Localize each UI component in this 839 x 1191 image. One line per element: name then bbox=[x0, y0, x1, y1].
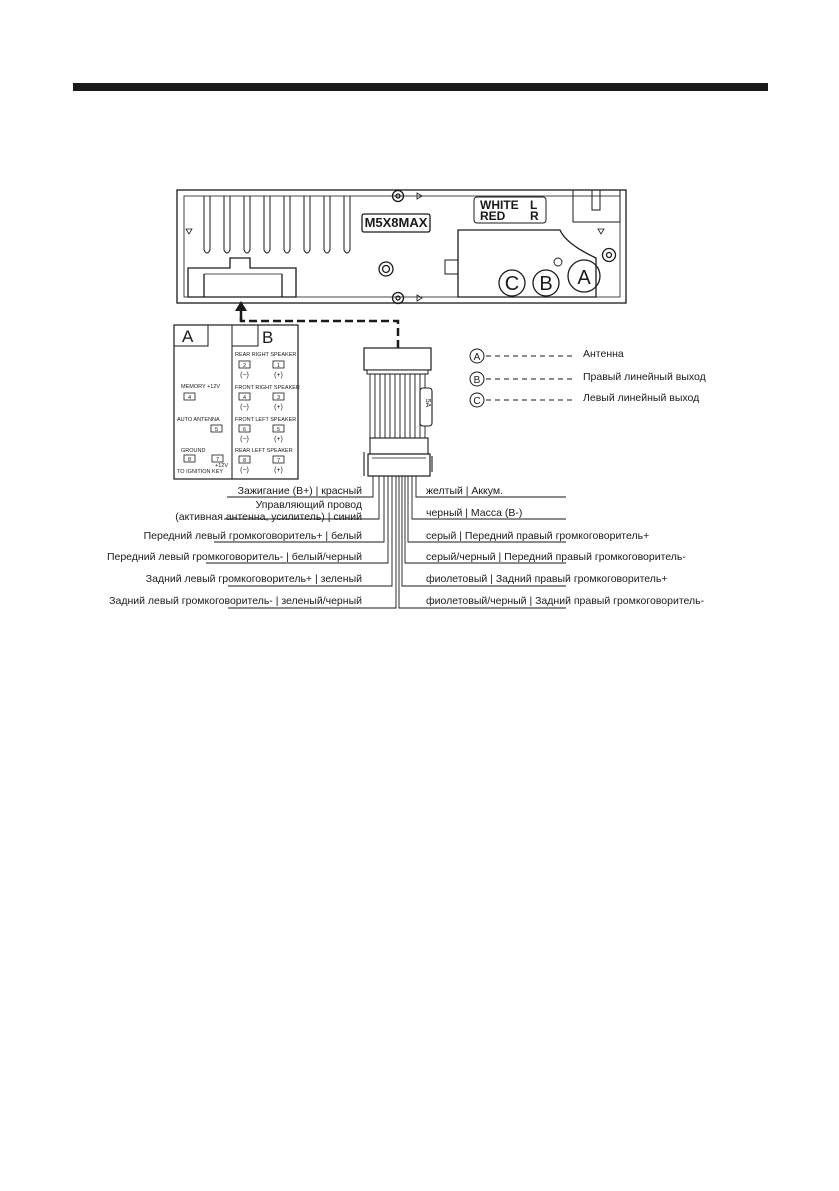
pin-b-4 bbox=[239, 393, 250, 401]
rca-side-l: L bbox=[530, 198, 538, 212]
svg-text:8: 8 bbox=[242, 458, 247, 464]
rear-left-label: REAR LEFT SPEAKER bbox=[235, 448, 293, 454]
pin-b-3 bbox=[273, 393, 284, 401]
svg-text:Правый линейный выход: Правый линейный выход bbox=[583, 371, 706, 383]
wire-label-front-right-plus: серый | Передний правый громкоговоритель+ bbox=[426, 530, 650, 542]
polarity-minus: (−) bbox=[240, 372, 249, 379]
fuse-label: 5A bbox=[424, 398, 431, 408]
svg-text:1: 1 bbox=[276, 363, 281, 369]
wire-label-front-left-plus: Передний левый громкоговоритель+ | белый bbox=[143, 530, 362, 542]
svg-text:7: 7 bbox=[215, 457, 220, 463]
led bbox=[554, 258, 562, 266]
rca-panel bbox=[458, 230, 596, 297]
wire-label-rear-right-plus: фиолетовый | Задний правый громкоговоритель+ bbox=[426, 573, 668, 585]
wire-harness bbox=[364, 348, 432, 476]
legend-item-a bbox=[470, 348, 624, 363]
svg-text:B: B bbox=[473, 375, 481, 386]
screw-right bbox=[603, 249, 616, 262]
wire-label-battery: желтый | Аккум. bbox=[426, 485, 504, 497]
wire-label-rear-left-plus: Задний левый громкоговоритель+ | зеленый bbox=[145, 573, 362, 585]
wire-label-rear-left-minus: Задний левый громкоговоритель- | зеленый/черный bbox=[109, 595, 362, 607]
ignition-label-1: +12V bbox=[215, 463, 228, 469]
wire-label-remote-2: (активная антенна, усилитель) | синий bbox=[175, 511, 362, 523]
head-unit-rear-panel bbox=[177, 190, 626, 304]
svg-text:A: A bbox=[473, 352, 481, 363]
wire-label-ground: черный | Масса (B-) bbox=[426, 507, 523, 519]
svg-text:Левый линейный выход: Левый линейный выход bbox=[583, 392, 700, 404]
header-rule bbox=[73, 83, 768, 91]
pin-a-8 bbox=[184, 455, 195, 463]
svg-text:C: C bbox=[473, 396, 481, 407]
harness-wires bbox=[370, 370, 425, 440]
rca-side-r: R bbox=[530, 209, 539, 223]
wire-label-remote-1: Управляющий провод bbox=[255, 499, 362, 511]
svg-text:2: 2 bbox=[242, 363, 247, 369]
polarity-minus: (−) bbox=[240, 436, 249, 443]
wire-label-front-left-minus: Передний левый громкоговоритель- | белый/черный bbox=[106, 551, 362, 563]
harness-plug bbox=[364, 348, 431, 370]
wire-label-front-right-minus: серый/черный | Передний правый громкоговоритель- bbox=[426, 551, 686, 563]
polarity-plus: (+) bbox=[274, 436, 283, 443]
screw-bottom bbox=[393, 293, 404, 304]
svg-text:4: 4 bbox=[187, 395, 192, 401]
pin-a-7 bbox=[212, 455, 223, 463]
connector-a-label: A bbox=[577, 267, 591, 289]
pinout-a-label: A bbox=[182, 327, 194, 346]
pin-b-1 bbox=[273, 361, 284, 369]
svg-text:7: 7 bbox=[276, 458, 281, 464]
polarity-plus: (+) bbox=[274, 404, 283, 411]
polarity-minus: (−) bbox=[240, 404, 249, 411]
pin-b-6 bbox=[239, 425, 250, 433]
front-left-label: FRONT LEFT SPEAKER bbox=[235, 417, 297, 423]
polarity-plus: (+) bbox=[274, 372, 283, 379]
model-label: M5X8MAX bbox=[364, 215, 428, 230]
front-right-label: FRONT RIGHT SPEAKER bbox=[235, 385, 300, 391]
svg-text:6: 6 bbox=[242, 427, 247, 433]
svg-text:3: 3 bbox=[276, 395, 281, 401]
pin-b-8 bbox=[239, 456, 250, 464]
polarity-plus: (+) bbox=[274, 467, 283, 474]
rca-color-white: WHITE bbox=[480, 198, 519, 212]
harness-connector bbox=[368, 454, 430, 476]
svg-text:5: 5 bbox=[276, 427, 281, 433]
ignition-label-2: TO IGNITION KEY bbox=[177, 469, 224, 475]
connector-b-label: B bbox=[539, 273, 553, 295]
pin-a-5 bbox=[211, 425, 222, 433]
auto-antenna-label: AUTO ANTENNA bbox=[177, 417, 220, 423]
wire-label-ignition: Зажигание (B+) | красный bbox=[237, 485, 362, 497]
pinout-b-label: B bbox=[262, 328, 274, 347]
pin-a-4 bbox=[184, 393, 195, 401]
connector-c-label: C bbox=[504, 273, 520, 295]
svg-text:Антенна: Антенна bbox=[583, 348, 624, 360]
pin-b-5 bbox=[273, 425, 284, 433]
pin-b-2 bbox=[239, 361, 250, 369]
memory-label: MEMORY +12V bbox=[181, 384, 221, 390]
svg-text:5: 5 bbox=[214, 427, 219, 433]
legend bbox=[470, 348, 706, 407]
bracket bbox=[573, 190, 620, 222]
rear-right-label: REAR RIGHT SPEAKER bbox=[235, 352, 297, 358]
legend-item-b bbox=[470, 371, 706, 386]
ground-label: GROUND bbox=[181, 448, 206, 454]
rca-color-red: RED bbox=[480, 209, 506, 223]
heat-sink bbox=[204, 196, 350, 253]
svg-text:8: 8 bbox=[187, 457, 192, 463]
iso-socket bbox=[188, 258, 296, 297]
legend-item-c bbox=[470, 392, 699, 407]
harness-sleeve bbox=[370, 438, 428, 454]
wire-label-rear-right-minus: фиолетовый/черный | Задний правый громкоговоритель- bbox=[426, 595, 705, 607]
polarity-minus: (−) bbox=[240, 467, 249, 474]
svg-text:4: 4 bbox=[242, 395, 247, 401]
pin-b-7 bbox=[273, 456, 284, 464]
screw-middle bbox=[379, 262, 393, 276]
triangle-marker bbox=[186, 229, 192, 234]
